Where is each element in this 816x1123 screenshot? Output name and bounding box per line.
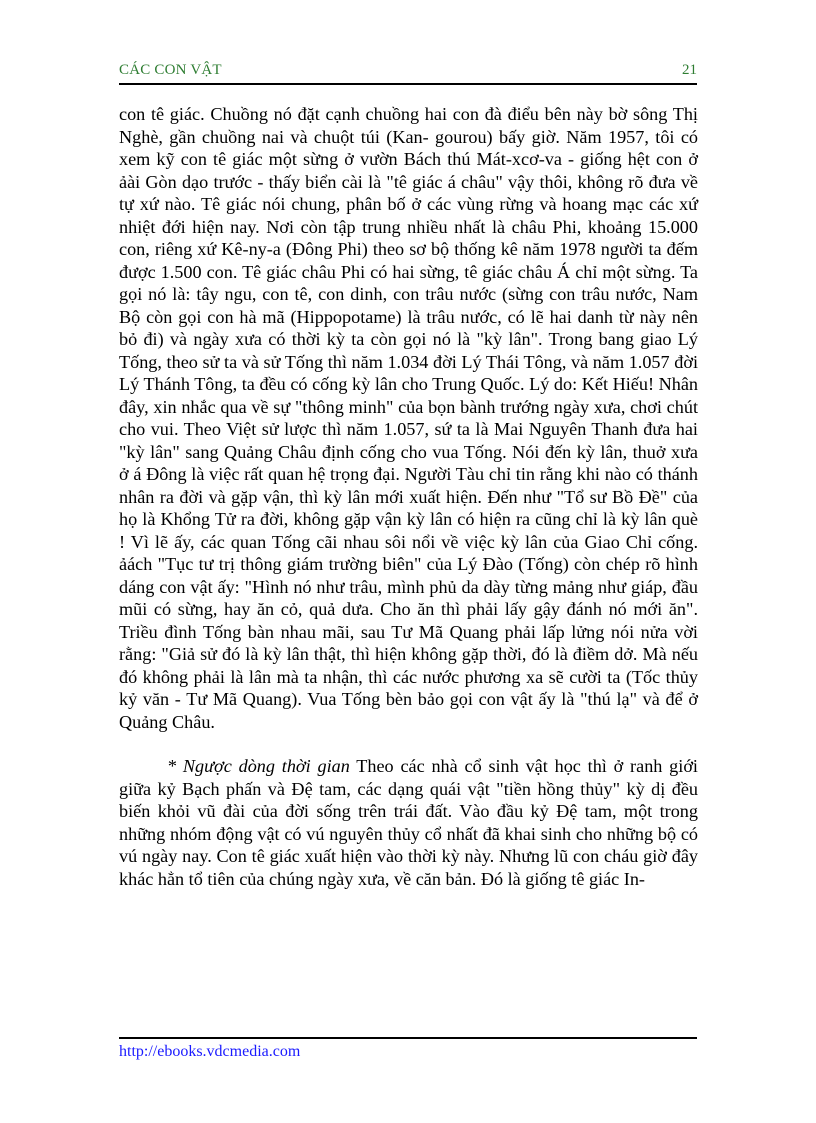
page-header: [119, 60, 697, 82]
paragraph: con tê giác. Chuồng nó đặt cạnh chuồng hai con đà điểu bên này bờ sông Thị Nghè, gần chuồng nai và chuột túi (Kan- gourou) bấy giờ. Năm 1957, tôi có xem kỹ con tê giác một sừng ở vườn Bách thú Mát-xcơ-va - giống hệt con ở ảài Gòn dạo trước - thấy biển cài là "tê giác á châu" vậy thôi, không rõ đưa về tự xứ nào. Tê giác nói chung, phân bố ở các vùng rừng và hoang mạc các xứ nhiệt đới hiện nay. Nơi còn tập trung nhiều nhất là châu Phi, khoảng 15.000 con, riêng xứ Kê-ny-a (Đông Phi) theo sơ bộ thống kê năm 1978 người ta đếm được 1.500 con. Tê giác châu Phi có hai sừng, tê giác châu Á chỉ một sừng. Ta gọi nó là: tây ngu, con tê, con dinh, con trâu nước (sừng con trâu nước, Nam Bộ còn gọi con hà mã (Hippopotame) là trâu nước, có lẽ hai danh từ này nên bỏ đi) và ngày xưa có thời kỳ ta còn gọi nó là "kỳ lân". Trong bang giao Lý Tống, theo sử ta và sử Tống thì năm 1.034 đời Lý Thái Tông, và năm 1.057 đời Lý Thánh Tông, ta đều có cống kỳ lân cho Trung Quốc. Lý do: Kết Hiếu! Nhân đây, xin nhắc qua về sự "thông minh" của bọn bành trướng ngày xưa, chơi chút cho vui. Theo Việt sử lược thì năm 1.057, sứ ta là Mai Nguyên Thanh đưa hai "kỳ lân" sang Quảng Châu định cống cho vua Tống. Nói đến kỳ lân, thuở xưa ở á Đông là việc rất quan hệ trọng đại. Người Tàu chỉ tin rằng khi nào có thánh nhân ra đời và gặp vận, thì kỳ lân mới xuất hiện. Đến như "Tổ sư Bồ Đề" của họ là Khổng Tử ra đời, không gặp vận kỳ lân có hiện ra cũng chỉ là kỳ lân què ! Vì lẽ ấy, các quan Tống cãi nhau sôi nổi về việc kỳ lân của Giao Chỉ cống. ảách "Tục tư trị thông giám trường biên" của Lý Đào (Tống) còn chép rõ hình dáng con vật ấy: "Hình nó như trâu, mình phủ da dày từng mảng như giáp, đầu mũi có sừng, hay ăn cỏ, quả dưa. Cho ăn thì phải lấy gậy đánh nó mới ăn". Triều đình Tống bàn nhau mãi, sau Tư Mã Quang phải lấp lửng nói nửa vời rằng: "Giả sử đó là kỳ lân thật, thì hiện không gặp thời, đó là điềm dở. Mà nếu đó không phải là lân mà ta nhận, thì các nước phương xa sẽ cười ta (Tốc thủy kỷ văn - Tư Mã Quang). Vua Tống bèn bảo gọi con vật ấy là "thú lạ" và để ở Quảng Châu.: [119, 104, 698, 732]
footer-link[interactable]: http://ebooks.vdcmedia.com: [119, 1043, 301, 1060]
footer-rule: [119, 1037, 697, 1039]
body-text: [119, 103, 698, 890]
section-heading: * Ngược dòng thời gian: [167, 756, 350, 776]
paragraph-text: Theo các nhà cổ sinh vật học thì ở ranh giới giữa kỷ Bạch phấn và Đệ tam, các dạng quái vật "tiền hồng thủy" kỳ dị đều biến khỏi vũ đài của đời sống trên trái đất. Vào đầu kỷ Đệ tam, một trong những nhóm động vật có vú nguyên thủy cổ nhất đã khai sinh cho những bộ có vú ngày nay. Con tê giác xuất hiện vào thời kỳ này. Nhưng lũ con cháu giờ đây khác hẳn tổ tiên của chúng ngày xưa, về căn bản. Đó là giống tê giác In-: [119, 756, 698, 889]
page-number: 21: [682, 62, 697, 78]
paragraph: [119, 755, 698, 890]
chapter-title: CÁC CON VẬT: [119, 62, 222, 78]
header-rule: [119, 83, 697, 85]
